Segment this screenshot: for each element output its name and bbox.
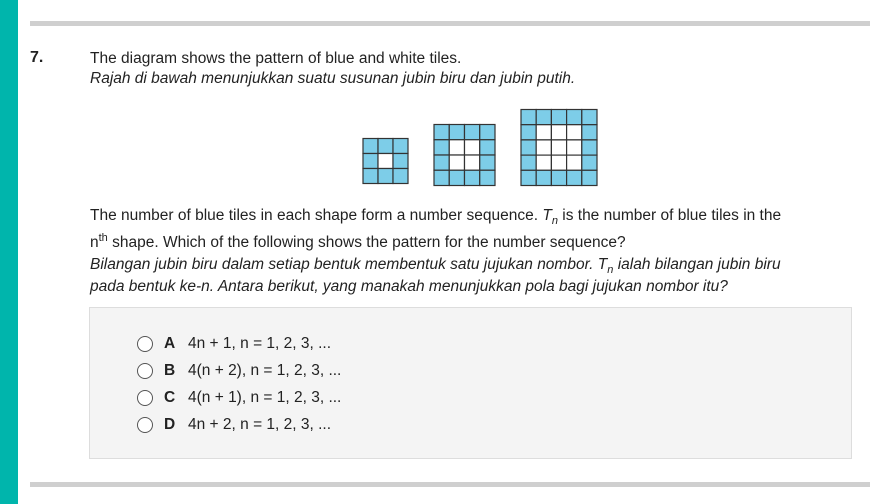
white-tile bbox=[551, 140, 566, 155]
white-tile bbox=[551, 155, 566, 170]
white-tile bbox=[567, 155, 582, 170]
blue-tile bbox=[393, 139, 408, 154]
body-english-line-2 bbox=[90, 233, 626, 253]
options-panel bbox=[89, 307, 852, 459]
white-tile bbox=[449, 155, 464, 170]
option-d-letter: D bbox=[164, 416, 176, 433]
n-subscript: n bbox=[551, 215, 558, 228]
blue-tile bbox=[567, 170, 582, 185]
blue-tile bbox=[536, 110, 551, 125]
blue-tile bbox=[363, 169, 378, 184]
blue-tile bbox=[521, 110, 536, 125]
option-a[interactable] bbox=[137, 334, 331, 354]
blue-tile bbox=[582, 155, 597, 170]
option-c[interactable] bbox=[137, 388, 341, 408]
tile-shape-2 bbox=[434, 125, 495, 186]
body-en-1d: is the number of blue tiles in the bbox=[557, 207, 782, 224]
intro-malay: Rajah di bawah menunjukkan suatu susunan jubin biru dan jubin putih. bbox=[90, 70, 576, 87]
blue-tile bbox=[434, 125, 449, 140]
option-a-text: 4n + 1, n = 1, 2, 3, ... bbox=[188, 335, 332, 352]
radio-a[interactable] bbox=[137, 336, 153, 352]
blue-tile bbox=[521, 140, 536, 155]
blue-tile bbox=[551, 170, 566, 185]
white-tile bbox=[551, 125, 566, 140]
blue-tile bbox=[378, 169, 393, 184]
white-tile bbox=[449, 140, 464, 155]
body-ms-1d: ialah bilangan jubin biru bbox=[613, 256, 781, 273]
blue-tile bbox=[363, 154, 378, 169]
tile-shape-1 bbox=[363, 139, 408, 184]
blue-tile bbox=[582, 125, 597, 140]
white-tile bbox=[567, 140, 582, 155]
blue-tile bbox=[434, 155, 449, 170]
blue-tile bbox=[582, 110, 597, 125]
blue-tile bbox=[378, 139, 393, 154]
white-tile bbox=[536, 125, 551, 140]
intro-english: The diagram shows the pattern of blue and white tiles. bbox=[90, 50, 462, 67]
blue-tile bbox=[434, 140, 449, 155]
radio-b[interactable] bbox=[137, 363, 153, 379]
n-subscript-ms: n bbox=[607, 264, 614, 277]
white-tile bbox=[536, 140, 551, 155]
body-malay-line-2: pada bentuk ke-n. Antara berikut, yang manakah menunjukkan pola bagi jujukan nombor itu? bbox=[90, 278, 728, 295]
question-number: 7. bbox=[30, 49, 44, 66]
blue-tile bbox=[582, 140, 597, 155]
option-a-letter: A bbox=[164, 335, 176, 352]
blue-tile bbox=[536, 170, 551, 185]
blue-tile bbox=[480, 125, 495, 140]
radio-c[interactable] bbox=[137, 390, 153, 406]
blue-tile bbox=[480, 170, 495, 185]
blue-tile bbox=[551, 110, 566, 125]
option-b-letter: B bbox=[164, 362, 176, 379]
blue-tile bbox=[582, 170, 597, 185]
white-tile bbox=[378, 154, 393, 169]
bottom-divider bbox=[30, 482, 870, 487]
white-tile bbox=[465, 140, 480, 155]
option-b-text: 4(n + 2), n = 1, 2, 3, ... bbox=[188, 362, 342, 379]
option-c-text: 4(n + 1), n = 1, 2, 3, ... bbox=[188, 389, 342, 406]
option-c-letter: C bbox=[164, 389, 176, 406]
blue-tile bbox=[480, 140, 495, 155]
body-malay-line-1 bbox=[90, 255, 781, 275]
blue-tile bbox=[521, 125, 536, 140]
body-en-2a: n bbox=[90, 234, 99, 251]
blue-tile bbox=[434, 170, 449, 185]
th-superscript: th bbox=[98, 231, 108, 244]
white-tile bbox=[536, 155, 551, 170]
blue-tile bbox=[465, 170, 480, 185]
body-ms-1a: Bilangan jubin biru dalam setiap bentuk membentuk satu jujukan nombor. bbox=[90, 256, 598, 273]
blue-tile bbox=[449, 170, 464, 185]
blue-tile bbox=[521, 155, 536, 170]
blue-tile bbox=[393, 169, 408, 184]
blue-tile bbox=[393, 154, 408, 169]
white-tile bbox=[567, 125, 582, 140]
t-symbol-ms: T bbox=[597, 256, 608, 273]
blue-tile bbox=[521, 170, 536, 185]
white-tile bbox=[465, 155, 480, 170]
blue-tile bbox=[465, 125, 480, 140]
blue-tile bbox=[480, 155, 495, 170]
tile-shape-3 bbox=[521, 110, 597, 186]
t-symbol: T bbox=[542, 207, 552, 224]
blue-tile bbox=[567, 110, 582, 125]
blue-tile bbox=[449, 125, 464, 140]
radio-d[interactable] bbox=[137, 417, 153, 433]
option-d[interactable] bbox=[137, 415, 331, 435]
body-en-2c: shape. Which of the following shows the pattern for the number sequence? bbox=[107, 234, 626, 251]
option-b[interactable] bbox=[137, 361, 341, 381]
body-english-line-1 bbox=[90, 206, 781, 226]
blue-tile bbox=[363, 139, 378, 154]
option-d-text: 4n + 2, n = 1, 2, 3, ... bbox=[188, 416, 332, 433]
body-en-1a: The number of blue tiles in each shape form a number sequence. bbox=[90, 207, 543, 224]
